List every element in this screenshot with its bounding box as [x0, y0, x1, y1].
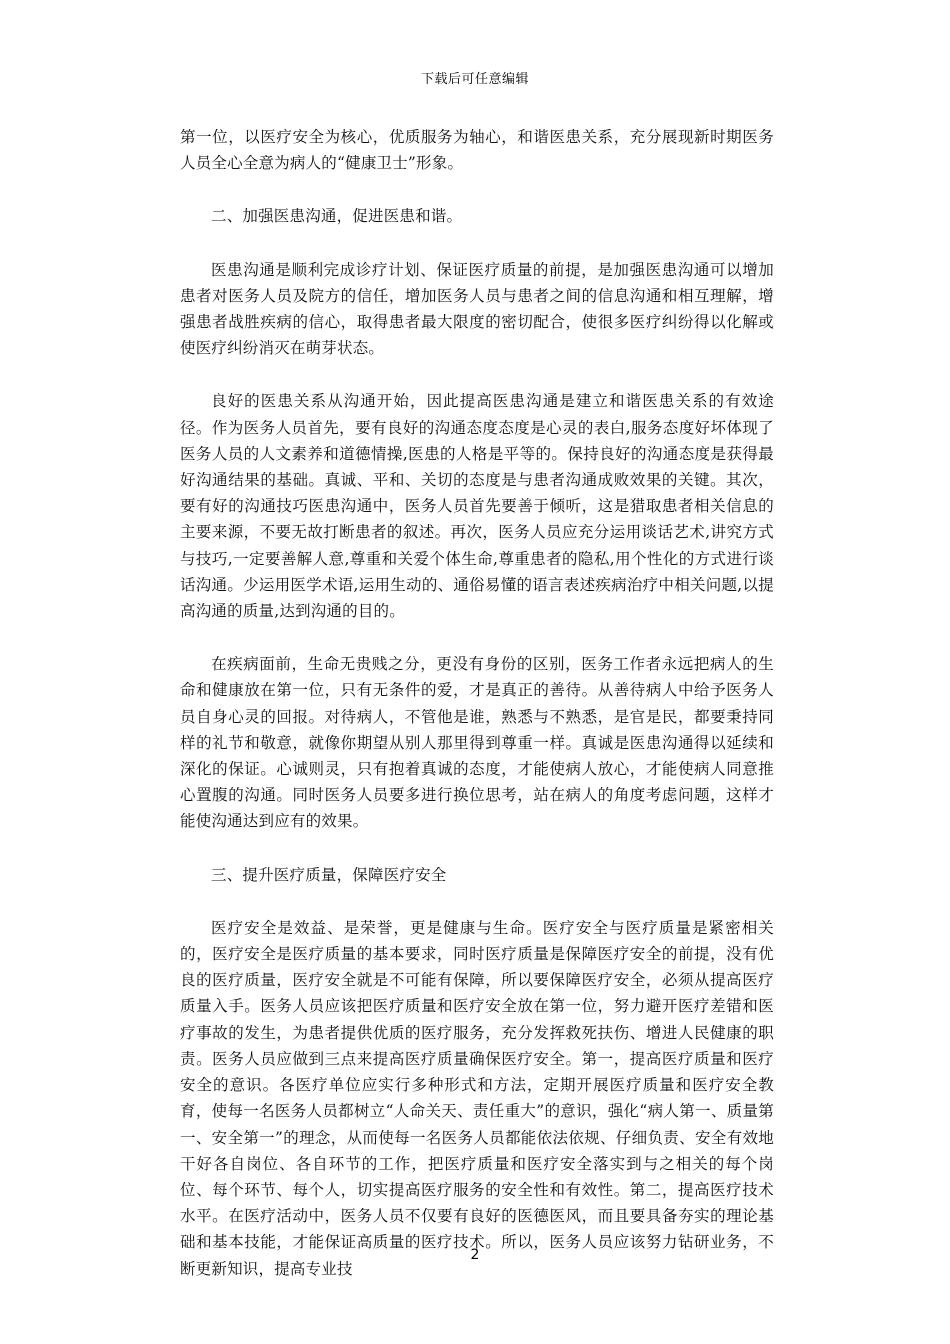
section-heading-3: 三、提升医疗质量，保障医疗安全	[211, 865, 447, 884]
page-header: 下载后可任意编辑	[420, 72, 529, 87]
paragraph-sincerity: 在疾病面前，生命无贵贱之分，更没有身份的区别，医务工作者永远把病人的生命和健康放在第一位，只有无条件的爱，才是真正的善待。从善待病人中给予医务人员自身心灵的回报。对待病人，不管他是谁，熟悉与不熟悉，是官是民，都要秉持同样的礼节和敬意，就像你期望从别人那里得到尊重一样。真诚是医患沟通得以延续和深化的保证。心诚则灵，只有抱着真诚的态度，才能使病人放心，才能使病人同意推心置腹的沟通。同时医务人员要多进行换位思考，站在病人的角度考虑问题，这样才能使沟通达到应有的效果。	[180, 655, 774, 831]
paragraph-continuation: 第一位，以医疗安全为核心，优质服务为轴心，和谐医患关系，充分展现新时期医务人员全心全意为病人的“健康卫士”形象。	[180, 128, 774, 173]
section-heading-2: 二、加强医患沟通，促进医患和谐。	[211, 207, 463, 226]
paragraph-medical-safety: 医疗安全是效益、是荣誉，更是健康与生命。医疗安全与医疗质量是紧密相关的，医疗安全是医疗质量的基本要求，同时医疗质量是保障医疗安全的前提，没有优良的医疗质量，医疗安全就是不可能有保障，所以要保障医疗安全，必须从提高医疗质量入手。医务人员应该把医疗质量和医疗安全放在第一位，努力避开医疗差错和医疗事故的发生，为患者提供优质的医疗服务，充分发挥救死扶伤、增进人民健康的职责。医务人员应做到三点来提高医疗质量确保医疗安全。第一，提高医疗质量和医疗安全的意识。各医疗单位应实行多种形式和方法，定期开展医疗质量和医疗安全教育，使每一名医务人员都树立“人命关天、责任重大”的意识，强化“病人第一、质量第一、安全第一”的理念，从而使每一名医务人员都能依法依规、仔细负责、安全有效地干好各自岗位、各自环节的工作，把医疗质量和医疗安全落实到与之相关的每个岗位、每个环节、每个人，切实提高医疗服务的安全性和有效性。第二，提高医疗技术水平。在医疗活动中，医务人员不仅要有良好的医德医风，而且要具备夯实的理论基础和基本技能，才能保证高质量的医疗技术。所以，医务人员应该努力钻研业务，不断更新知识，提高专业技	[180, 918, 774, 1278]
paragraph-communication-premise: 医患沟通是顺利完成诊疗计划、保证医疗质量的前提，是加强医患沟通可以增加患者对医务人员及院方的信任，增加医务人员与患者之间的信息沟通和相互理解，增强患者战胜疾病的信心，取得患者最大限度的密切配合，使很多医疗纠纷得以化解或使医疗纠纷消灭在萌芽状态。	[180, 260, 774, 358]
page-number: 2	[470, 1247, 480, 1263]
paragraph-communication-skills: 良好的医患关系从沟通开始，因此提高医患沟通是建立和谐医患关系的有效途径。作为医务人员首先，要有良好的沟通态度态度是心灵的表白,服务态度好坏体现了医务人员的人文素养和道德情操,医患的人格是平等的。保持良好的沟通态度是获得最好沟通结果的基础。真诚、平和、关切的态度是与患者沟通成败效果的关键。其次，要有好的沟通技巧医患沟通中，医务人员首先要善于倾听，这是猎取患者相关信息的主要来源，不要无故打断患者的叙述。再次，医务人员应充分运用谈话艺术,讲究方式与技巧,一定要善解人意,尊重和关爱个体生命,尊重患者的隐私,用个性化的方式进行谈话沟通。少运用医学术语,运用生动的、通俗易懂的语言表述疾病治疗中相关问题,以提高沟通的质量,达到沟通的目的。	[180, 392, 774, 621]
document-body	[180, 124, 774, 1309]
